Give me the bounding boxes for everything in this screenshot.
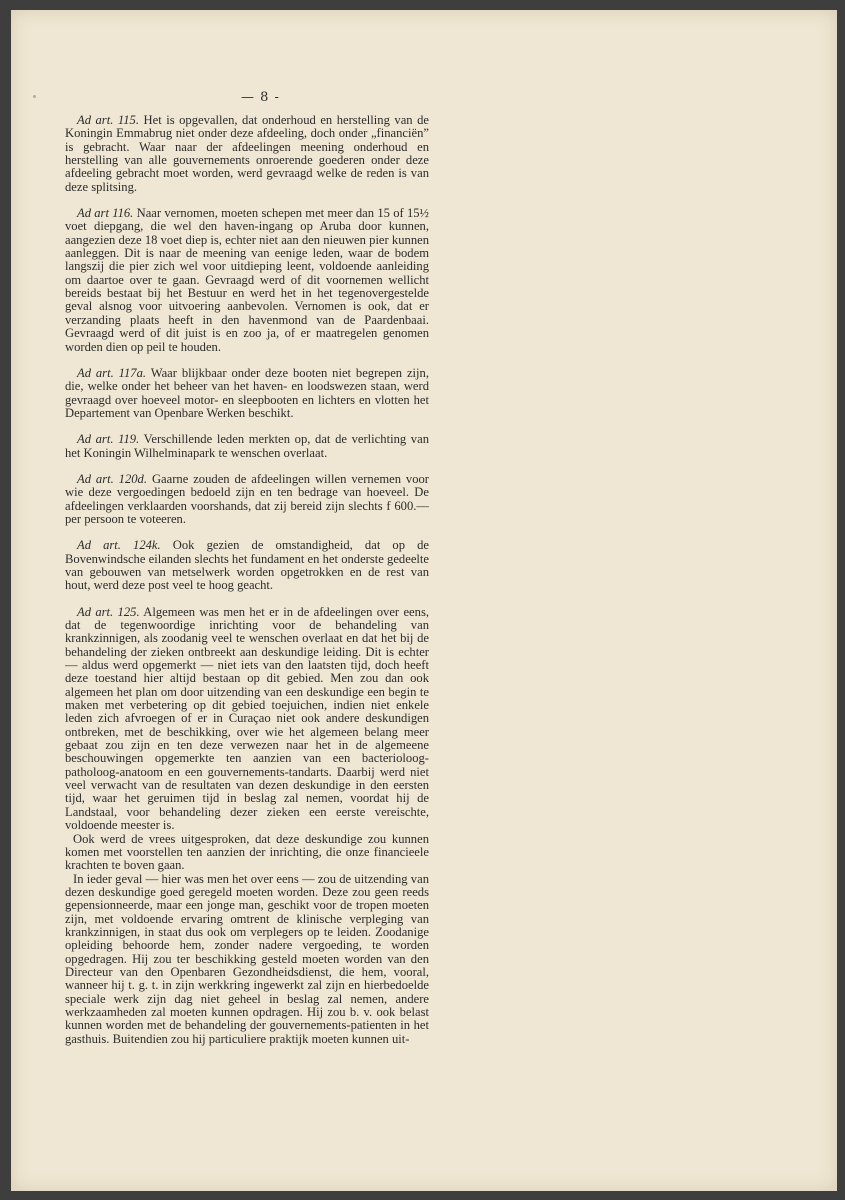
paragraph-text: Gaarne zouden de afdeelingen willen vernemen voor wie deze vergoedingen bedoeld zijn en ten bedrage van hoeveel. De afdeelingen verklaarden voorshands, dat zij bereid zijn slechts f 600.— per persoon te voteeren. bbox=[65, 471, 430, 526]
paragraph-art-125-continued-2 bbox=[65, 873, 429, 1046]
article-label: Ad art. 120d. bbox=[77, 471, 148, 486]
article-label: Ad art. 124k. bbox=[77, 538, 161, 553]
paragraph-art-116 bbox=[65, 207, 429, 354]
article-label: Ad art. 117a. bbox=[77, 365, 147, 380]
paragraph-text: Algemeen was men het er in de afdeelingen over eens, dat de tegenwoordige inrichting voor de behandeling van krankzinnigen, als zoodanig veel te wenschen overlaat en dat het bij de behandeling der zieken ontbreekt aan deskundige leiding. Dit is echter — aldus werd opgemerkt — niet iets van den laatsten tijd, doch heeft deze toestand hier altijd bestaan op dit gebied. Men zou dan ook algemeen het plan om door uitzending van een deskundige een begin te maken met verbetering op dit gebied toejuichen, indien niet enkele leden zich afvroegen of er in Curaçao niet ook andere deskundigen ontbreken, met de beschikking, over wie het algemeen belang meer gebaat zou zijn en ten deze verwezen naar het in de algemeene beschouwingen opgemerkte ten aanzien van een bacterioloog-patholoog-anatoom en een gouvernements-tandarts. Daarbij werd niet veel verwacht van de resultaten van dezen deskundige in den eersten tijd, waar het geruimen tijd in beslag zal nemen, voordat hij de Landstaal, voor behandeling dezer zieken een eerste vereischte, voldoende meester is. bbox=[65, 604, 429, 833]
paragraph-text: Ook gezien de omstandigheid, dat op de Bovenwindsche eilanden slechts het fundament en het onderste gedeelte van gebouwen van metselwerk worden opgetrokken en de rest van hout, werd deze post veel te hoog geacht. bbox=[65, 538, 429, 593]
paragraph-art-125-continued-1 bbox=[65, 833, 429, 873]
article-label: Ad art. 119. bbox=[77, 432, 140, 447]
page-speck bbox=[33, 95, 36, 98]
paragraph-art-119 bbox=[65, 433, 429, 460]
paragraph-art-125 bbox=[65, 606, 429, 833]
page-number: — 8 - bbox=[241, 90, 280, 105]
article-label: Ad art. 115. bbox=[77, 113, 139, 127]
paragraph-art-115 bbox=[65, 114, 429, 194]
text-column bbox=[65, 114, 429, 1046]
document-page bbox=[11, 10, 837, 1191]
paragraph-text: Naar vernomen, moeten schepen met meer dan 15 of 15½ voet diepgang, die wel den haven-ingang op Aruba door kunnen, aangezien deze 18 voet diep is, echter niet aan den nieuwen pier kunnen aanleggen. Dit is naar de meening van eenige leden, waar de bodem langszij die pier zich wel voor uitdieping leent, voldoende aanleiding om daartoe over te gaan. Gevraagd werd of dit voornemen wellicht bereids bestaat bij het Bestuur en werd het in het tegenovergestelde geval alsnog voor uitvoering aanbevolen. Vernomen is ook, dat er verzanding plaats heeft in den havenmond van de Paardenbaai. Gevraagd werd of dit juist is en zoo ja, of er maatregelen genomen worden dien op peil te houden. bbox=[65, 206, 429, 354]
paragraph-text: Het is opgevallen, dat onderhoud en herstelling van de Koningin Emmabrug niet onder deze afdeeling, doch onder „financiën” is gebracht. Waar naar der afdeelingen meening onderhoud en herstelling van alle gouvernements onroerende goederen onder deze afdeeling gebracht moet worden, werd gevraagd welke de reden is van deze splitsing. bbox=[65, 113, 429, 194]
article-label: Ad art 116. bbox=[77, 206, 134, 221]
paragraph-text: Waar blijkbaar onder deze booten niet begrepen zijn, die, welke onder het beheer van het haven- en loodswezen staan, werd gevraagd over hoeveel motor- en sleepbooten en lichters en vlotten het Departement van Openbare Werken beschikt. bbox=[65, 365, 429, 420]
paragraph-art-117a bbox=[65, 367, 429, 420]
paragraph-art-120d bbox=[65, 473, 429, 526]
article-label: Ad art. 125. bbox=[77, 604, 140, 619]
paragraph-art-124k bbox=[65, 539, 429, 592]
paragraph-text: In ieder geval — hier was men het over eens — zou de uitzending van dezen deskundige goed geregeld moeten worden. Deze zou geen reeds gepensionneerde, maar een jonge man, geschikt voor de tropen moeten zijn, met voldoende ervaring omtrent de klinische verpleging van krankzinnigen, in staat dus ook om verplegers op te leiden. Zoodanige opleiding behoorde hem, zonder nadere vergoeding, te worden opgedragen. Hij zou ter beschikking gesteld moeten worden van den Directeur van den Openbaren Gezondheidsdienst, die hem, vooral, wanneer hij t. g. t. in zijn werkkring ingewerkt zal zijn en hierbedoelde speciale werk zijn dag niet geheel in beslag zal nemen, andere werkzaamheden zal moeten kunnen opdragen. Hij zou b. v. ook belast kunnen worden met de behandeling der gouvernements-patienten in het gasthuis. Buitendien zou hij particuliere praktijk moeten kunnen uit- bbox=[65, 871, 429, 1046]
paragraph-text: Ook werd de vrees uitgesproken, dat deze deskundige zou kunnen komen met voorstellen ten aanzien der inrichting, die onze financieele krachten te boven gaan. bbox=[65, 831, 429, 873]
paragraph-text: Verschillende leden merkten op, dat de verlichting van het Koningin Wilhelminapark te wenschen overlaat. bbox=[65, 432, 429, 460]
